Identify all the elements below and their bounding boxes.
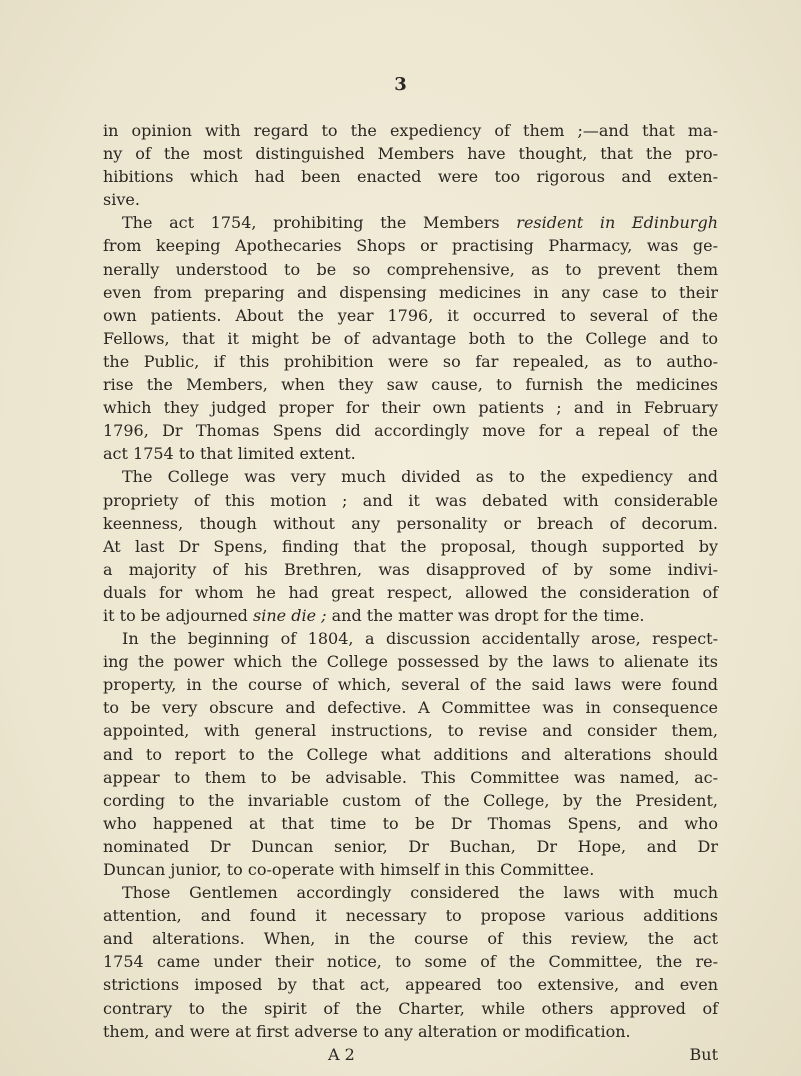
text-line: duals for whom he had great respect, allowed the consideration of bbox=[103, 582, 718, 602]
text-line: 1796, Dr Thomas Spens did accordingly move for a repeal of the bbox=[103, 421, 718, 441]
text-line: Duncan junior, to co-operate with himself in this Committee. bbox=[103, 860, 595, 879]
text-line: propriety of this motion ; and it was debated with considerable bbox=[103, 490, 718, 510]
text-line: own patients. About the year 1796, it occurred to several of the bbox=[103, 305, 718, 325]
body-text bbox=[103, 119, 718, 1066]
text-line: At last Dr Spens, finding that the proposal, though supported by bbox=[103, 536, 718, 556]
text-line: ing the power which the College possessed by the laws to alienate its bbox=[103, 652, 718, 672]
paragraph-2 bbox=[103, 211, 718, 465]
text-line: attention, and found it necessary to propose various additions bbox=[103, 906, 718, 926]
text-line: from keeping Apothecaries Shops or practising Pharmacy, was ge- bbox=[103, 236, 718, 256]
signature-mark: A 2 bbox=[328, 1044, 355, 1064]
text-line: and alterations. When, in the course of this review, the act bbox=[103, 929, 718, 949]
page-footer bbox=[103, 1043, 718, 1066]
text-line: contrary to the spirit of the Charter, while others approved of bbox=[103, 998, 718, 1018]
text-line: to be very obscure and defective. A Committee was in consequence bbox=[103, 698, 718, 718]
text-line: act 1754 to that limited extent. bbox=[103, 444, 356, 464]
text-line: Fellows, that it might be of advantage both to the College and to bbox=[103, 328, 718, 348]
italic-text: sine die ; bbox=[253, 605, 327, 625]
text-line: appear to them to be advisable. This Committee was named, ac- bbox=[103, 767, 718, 787]
paragraph-4 bbox=[103, 627, 718, 881]
text-line: it to be adjourned sine die ; and the matter was dropt for the time. bbox=[103, 605, 645, 625]
paragraph-1 bbox=[103, 119, 718, 211]
text-line: The College was very much divided as to the expediency and bbox=[122, 467, 718, 487]
text-line: who happened at that time to be Dr Thomas Spens, and who bbox=[103, 813, 718, 833]
text-line: The act 1754, prohibiting the Members resident in Edinburgh bbox=[122, 213, 718, 233]
text-line: nominated Dr Duncan senior, Dr Buchan, Dr Hope, and Dr bbox=[103, 836, 718, 856]
text-line: and to report to the College what additions and alterations should bbox=[103, 744, 718, 764]
text-line: In the beginning of 1804, a discussion accidentally arose, respect- bbox=[122, 629, 718, 649]
italic-text: resident in Edinburgh bbox=[516, 213, 718, 233]
text-line: a majority of his Brethren, was disapproved of by some indivi- bbox=[103, 559, 718, 579]
catchword: But bbox=[689, 1044, 718, 1064]
text-line: even from preparing and dispensing medicines in any case to their bbox=[103, 282, 718, 302]
paragraph-container bbox=[103, 119, 718, 1043]
text-line: nerally understood to be so comprehensive, as to prevent them bbox=[103, 259, 718, 279]
text-line: appointed, with general instructions, to revise and consider them, bbox=[103, 721, 718, 741]
text-line: 1754 came under their notice, to some of the Committee, the re- bbox=[103, 952, 718, 972]
text-line: the Public, if this prohibition were so far repealed, as to autho- bbox=[103, 351, 718, 371]
paragraph-5 bbox=[103, 881, 718, 1043]
text-line: them, and were at first adverse to any alteration or modification. bbox=[103, 1021, 631, 1041]
text-line: ny of the most distinguished Members have thought, that the pro- bbox=[103, 144, 718, 164]
page-number: 3 bbox=[394, 74, 407, 95]
text-line: Those Gentlemen accordingly considered the laws with much bbox=[122, 883, 718, 903]
text-line: which they judged proper for their own patients ; and in February bbox=[103, 398, 718, 418]
text-line: hibitions which had been enacted were too rigorous and exten- bbox=[103, 167, 718, 187]
text-line: cording to the invariable custom of the College, by the President, bbox=[103, 790, 718, 810]
text-line: in opinion with regard to the expediency of them ;—and that ma- bbox=[103, 121, 718, 140]
text-line: property, in the course of which, several of the said laws were found bbox=[103, 675, 718, 695]
text-line: rise the Members, when they saw cause, to furnish the medicines bbox=[103, 375, 718, 395]
text-line: sive. bbox=[103, 190, 140, 210]
text-line: strictions imposed by that act, appeared too extensive, and even bbox=[103, 975, 718, 995]
paragraph-3 bbox=[103, 465, 718, 627]
text-line: keenness, though without any personality or breach of decorum. bbox=[103, 513, 718, 533]
